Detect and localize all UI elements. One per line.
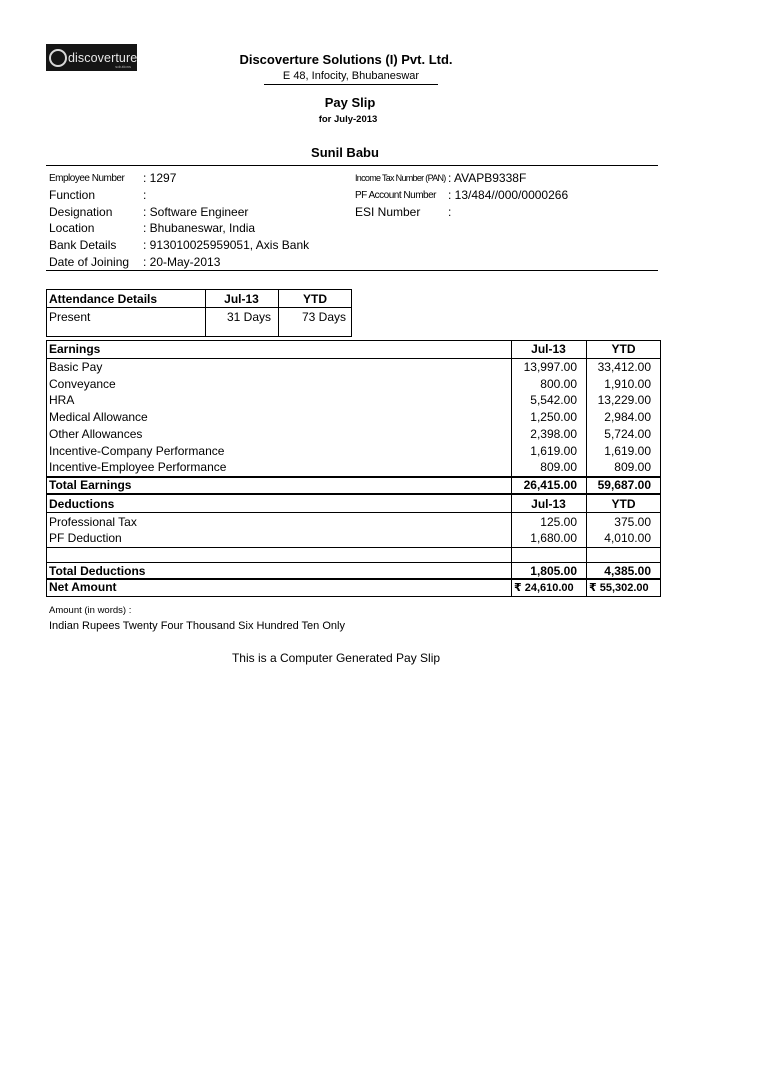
deductions-body-divider — [46, 547, 661, 548]
net-amount-label: Net Amount — [49, 580, 117, 594]
designation-value: : Software Engineer — [143, 205, 249, 219]
earning-conveyance-ytd: 1,910.00 — [604, 377, 651, 391]
joining-date-value: : 20-May-2013 — [143, 255, 221, 269]
deduction-professional-tax-label: Professional Tax — [49, 515, 137, 529]
attendance-header-label: Attendance Details — [49, 292, 158, 306]
earning-company-incentive-month: 1,619.00 — [530, 444, 577, 458]
earning-basic-pay-ytd: 33,412.00 — [597, 360, 651, 374]
function-value: : — [143, 188, 147, 202]
deduction-professional-tax-ytd: 375.00 — [614, 515, 651, 529]
earning-hra-ytd: 13,229.00 — [597, 393, 651, 407]
net-amount-ytd: ₹ 55,302.00 — [589, 582, 649, 594]
employee-number-value: : 1297 — [143, 171, 177, 185]
footer-note: This is a Computer Generated Pay Slip — [231, 651, 441, 665]
employee-name: Sunil Babu — [311, 145, 379, 160]
earning-company-incentive-label: Incentive-Company Performance — [49, 444, 225, 458]
deduction-pf-label: PF Deduction — [49, 531, 122, 545]
earning-employee-incentive-ytd: 809.00 — [614, 460, 651, 474]
attendance-header-ytd: YTD — [303, 292, 327, 306]
earning-employee-incentive-label: Incentive-Employee Performance — [49, 460, 227, 474]
logo-text: discoverture — [68, 50, 137, 65]
earning-medical-month: 1,250.00 — [530, 410, 577, 424]
deductions-top-divider — [46, 493, 661, 495]
pf-account-value: : 13/484//000/0000266 — [448, 188, 569, 202]
pan-label: Income Tax Number (PAN) — [355, 173, 446, 183]
earning-other-allowances-ytd: 5,724.00 — [604, 427, 651, 441]
total-earnings-ytd: 59,687.00 — [597, 478, 651, 492]
earning-employee-incentive-month: 809.00 — [540, 460, 577, 474]
net-amount-month: ₹ 24,610.00 — [514, 582, 574, 594]
esi-number-label: ESI Number — [355, 205, 421, 219]
esi-number-value: : — [448, 205, 452, 219]
pf-account-label: PF Account Number — [355, 190, 436, 201]
attendance-row-ytd: 73 Days — [301, 310, 346, 324]
deduction-pf-month: 1,680.00 — [530, 531, 577, 545]
earning-other-allowances-label: Other Allowances — [49, 427, 143, 441]
location-label: Location — [49, 221, 95, 235]
deductions-header-divider — [46, 512, 661, 513]
deductions-header-ytd: YTD — [611, 497, 636, 511]
bank-details-label: Bank Details — [49, 238, 117, 252]
total-deductions-label: Total Deductions — [49, 564, 146, 578]
function-label: Function — [49, 188, 96, 202]
employee-number-label: Employee Number — [49, 173, 125, 184]
joining-date-label: Date of Joining — [49, 255, 130, 269]
attendance-row-month: 31 Days — [226, 310, 271, 324]
earning-basic-pay-label: Basic Pay — [49, 360, 103, 374]
deductions-header-label: Deductions — [49, 497, 115, 511]
total-deductions-top-divider — [46, 562, 661, 563]
deductions-header-month: Jul-13 — [531, 497, 566, 511]
total-earnings-label: Total Earnings — [49, 478, 132, 492]
earning-conveyance-month: 800.00 — [540, 377, 577, 391]
deduction-pf-ytd: 4,010.00 — [604, 531, 651, 545]
deduction-professional-tax-month: 125.00 — [540, 515, 577, 529]
earning-basic-pay-month: 13,997.00 — [523, 360, 577, 374]
earning-hra-month: 5,542.00 — [530, 393, 577, 407]
attendance-header-month: Jul-13 — [224, 292, 259, 306]
logo-tagline: solutions — [115, 64, 131, 69]
earnings-header-ytd: YTD — [611, 342, 636, 356]
earning-other-allowances-month: 2,398.00 — [530, 427, 577, 441]
company-address: E 48, Infocity, Bhubaneswar — [264, 70, 438, 85]
location-value: : Bhubaneswar, India — [143, 221, 256, 235]
total-earnings-month: 26,415.00 — [523, 478, 577, 492]
company-name: Discoverture Solutions (I) Pvt. Ltd. — [239, 52, 453, 67]
earning-medical-ytd: 2,984.00 — [604, 410, 651, 424]
pay-period: for July-2013 — [318, 114, 378, 125]
designation-label: Designation — [49, 205, 113, 219]
earnings-header-month: Jul-13 — [531, 342, 566, 356]
total-deductions-month: 1,805.00 — [530, 564, 577, 578]
info-top-divider — [46, 165, 658, 166]
total-deductions-ytd: 4,385.00 — [604, 564, 651, 578]
earning-conveyance-label: Conveyance — [49, 377, 116, 391]
earnings-header-divider — [46, 358, 661, 359]
bank-details-value: : 913010025959051, Axis Bank — [143, 238, 310, 252]
earning-company-incentive-ytd: 1,619.00 — [604, 444, 651, 458]
earnings-header-label: Earnings — [49, 342, 101, 356]
pan-value: : AVAPB9338F — [448, 171, 527, 185]
earning-hra-label: HRA — [49, 393, 75, 407]
amount-words-label: Amount (in words) : — [49, 605, 132, 616]
amount-words-value: Indian Rupees Twenty Four Thousand Six Hundred Ten Only — [49, 620, 345, 632]
attendance-header-divider — [46, 307, 352, 308]
info-bottom-divider — [46, 270, 658, 271]
document-title: Pay Slip — [324, 95, 376, 110]
earning-medical-label: Medical Allowance — [49, 410, 148, 424]
attendance-row-label: Present — [49, 310, 91, 324]
